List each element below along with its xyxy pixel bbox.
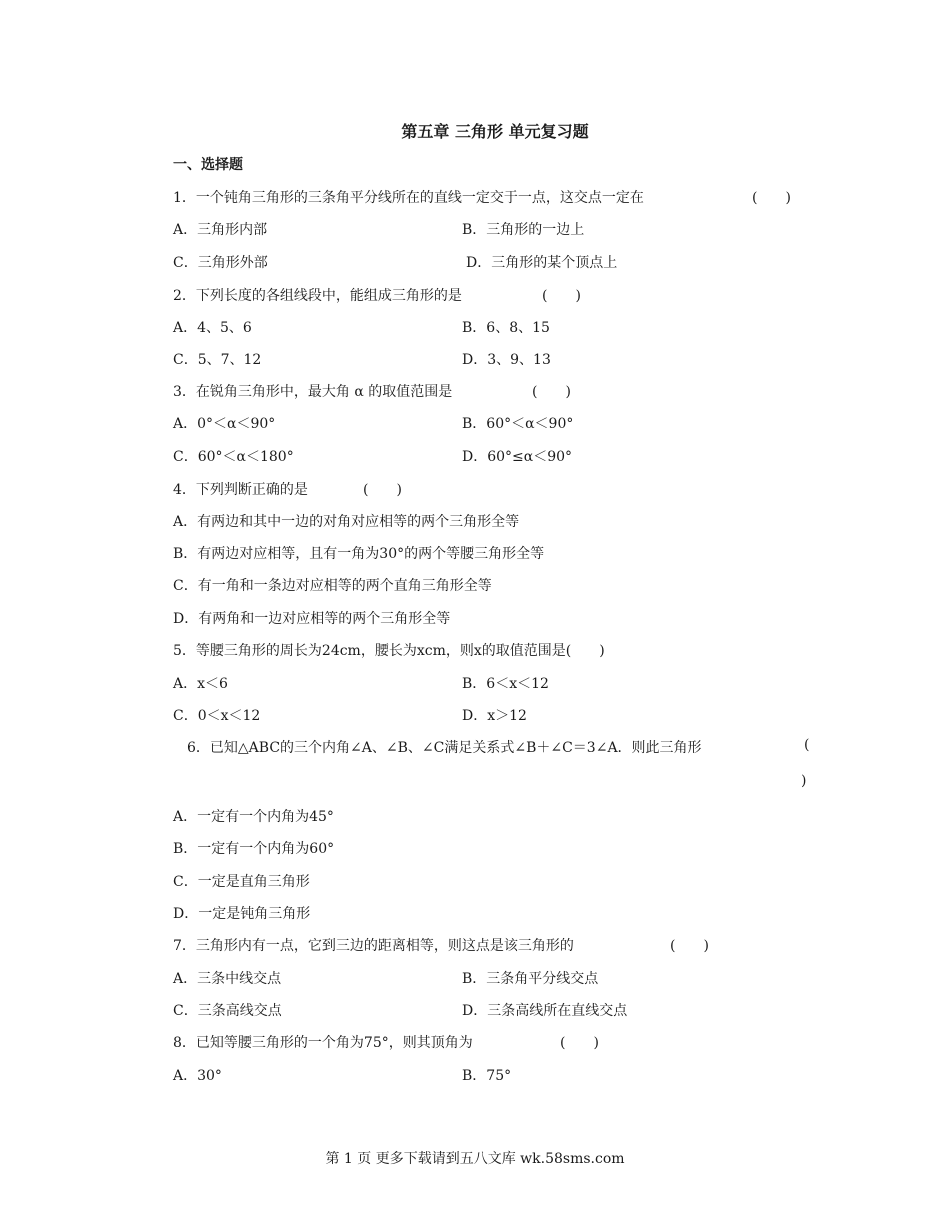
question-4-option-c: C．有一角和一条边对应相等的两个直角三角形全等: [173, 578, 492, 594]
question-1-answer-blank: ( ): [752, 190, 791, 206]
question-3-option-c: C．60°＜α＜180°: [173, 449, 294, 465]
question-1-option-c: C．三角形外部: [173, 255, 268, 271]
question-5-option-d: D．x＞12: [462, 708, 527, 724]
question-5-option-c: C．0＜x＜12: [173, 708, 261, 724]
question-7-option-d: D．三条高线所在直线交点: [462, 1003, 628, 1019]
question-2-option-a: A．4、5、6: [173, 320, 252, 336]
question-1-option-b: B．三角形的一边上: [462, 222, 585, 238]
question-1-stem: 1．一个钝角三角形的三条角平分线所在的直线一定交于一点，这交点一定在: [173, 190, 644, 206]
question-5-stem: 5．等腰三角形的周长为24cm，腰长为xcm，则x的取值范围是( ): [173, 643, 605, 659]
page-footer: 第 1 页 更多下载请到五八文库 wk.58sms.com: [325, 1151, 625, 1167]
question-3-option-a: A．0°＜α＜90°: [173, 416, 276, 432]
question-4-option-b: B．有两边对应相等，且有一角为30°的两个等腰三角形全等: [173, 546, 545, 562]
question-5-option-a: A．x＜6: [173, 676, 228, 692]
question-7-option-a: A．三条中线交点: [173, 971, 282, 987]
question-6-option-a: A．一定有一个内角为45°: [173, 809, 334, 825]
question-3-option-b: B．60°＜α＜90°: [462, 416, 574, 432]
question-8-stem: 8．已知等腰三角形的一个角为75°，则其顶角为: [173, 1035, 473, 1051]
question-4-option-d: D．有两角和一边对应相等的两个三角形全等: [173, 611, 451, 627]
question-8-option-a: A．30°: [173, 1068, 222, 1084]
question-3-stem: 3．在锐角三角形中，最大角 α 的取值范围是: [173, 384, 453, 400]
question-6-paren-open: (: [804, 737, 810, 753]
question-5-option-b: B．6＜x＜12: [462, 676, 549, 692]
question-4-answer-blank: ( ): [363, 482, 402, 498]
question-1-option-d: D．三角形的某个顶点上: [466, 255, 618, 271]
question-3-answer-blank: ( ): [532, 384, 571, 400]
question-7-stem: 7．三角形内有一点，它到三边的距离相等，则这点是该三角形的: [173, 938, 574, 954]
page-title: 第五章 三角形 单元复习题: [401, 122, 589, 141]
question-6-stem: 6．已知△ABC的三个内角∠A、∠B、∠C满足关系式∠B＋∠C＝3∠A．则此三角形: [187, 740, 702, 756]
question-6-paren-close: ): [801, 773, 807, 789]
question-7-option-c: C．三条高线交点: [173, 1003, 282, 1019]
question-6-option-b: B．一定有一个内角为60°: [173, 841, 335, 857]
question-2-answer-blank: ( ): [542, 288, 581, 304]
question-6-option-d: D．一定是钝角三角形: [173, 906, 311, 922]
question-6-option-c: C．一定是直角三角形: [173, 874, 310, 890]
question-1-option-a: A．三角形内部: [173, 222, 268, 238]
question-2-stem: 2．下列长度的各组线段中，能组成三角形的是: [173, 288, 462, 304]
section-heading: 一、选择题: [173, 157, 243, 173]
question-7-option-b: B．三条角平分线交点: [462, 971, 599, 987]
question-7-answer-blank: ( ): [670, 938, 709, 954]
question-8-answer-blank: ( ): [560, 1035, 599, 1051]
question-4-stem: 4．下列判断正确的是: [173, 482, 308, 498]
question-4-option-a: A．有两边和其中一边的对角对应相等的两个三角形全等: [173, 514, 520, 530]
question-2-option-d: D．3、9、13: [462, 352, 551, 368]
question-8-option-b: B．75°: [462, 1068, 512, 1084]
question-2-option-c: C．5、7、12: [173, 352, 262, 368]
question-2-option-b: B．6、8、15: [462, 320, 550, 336]
question-3-option-d: D．60°≤α＜90°: [462, 449, 573, 465]
